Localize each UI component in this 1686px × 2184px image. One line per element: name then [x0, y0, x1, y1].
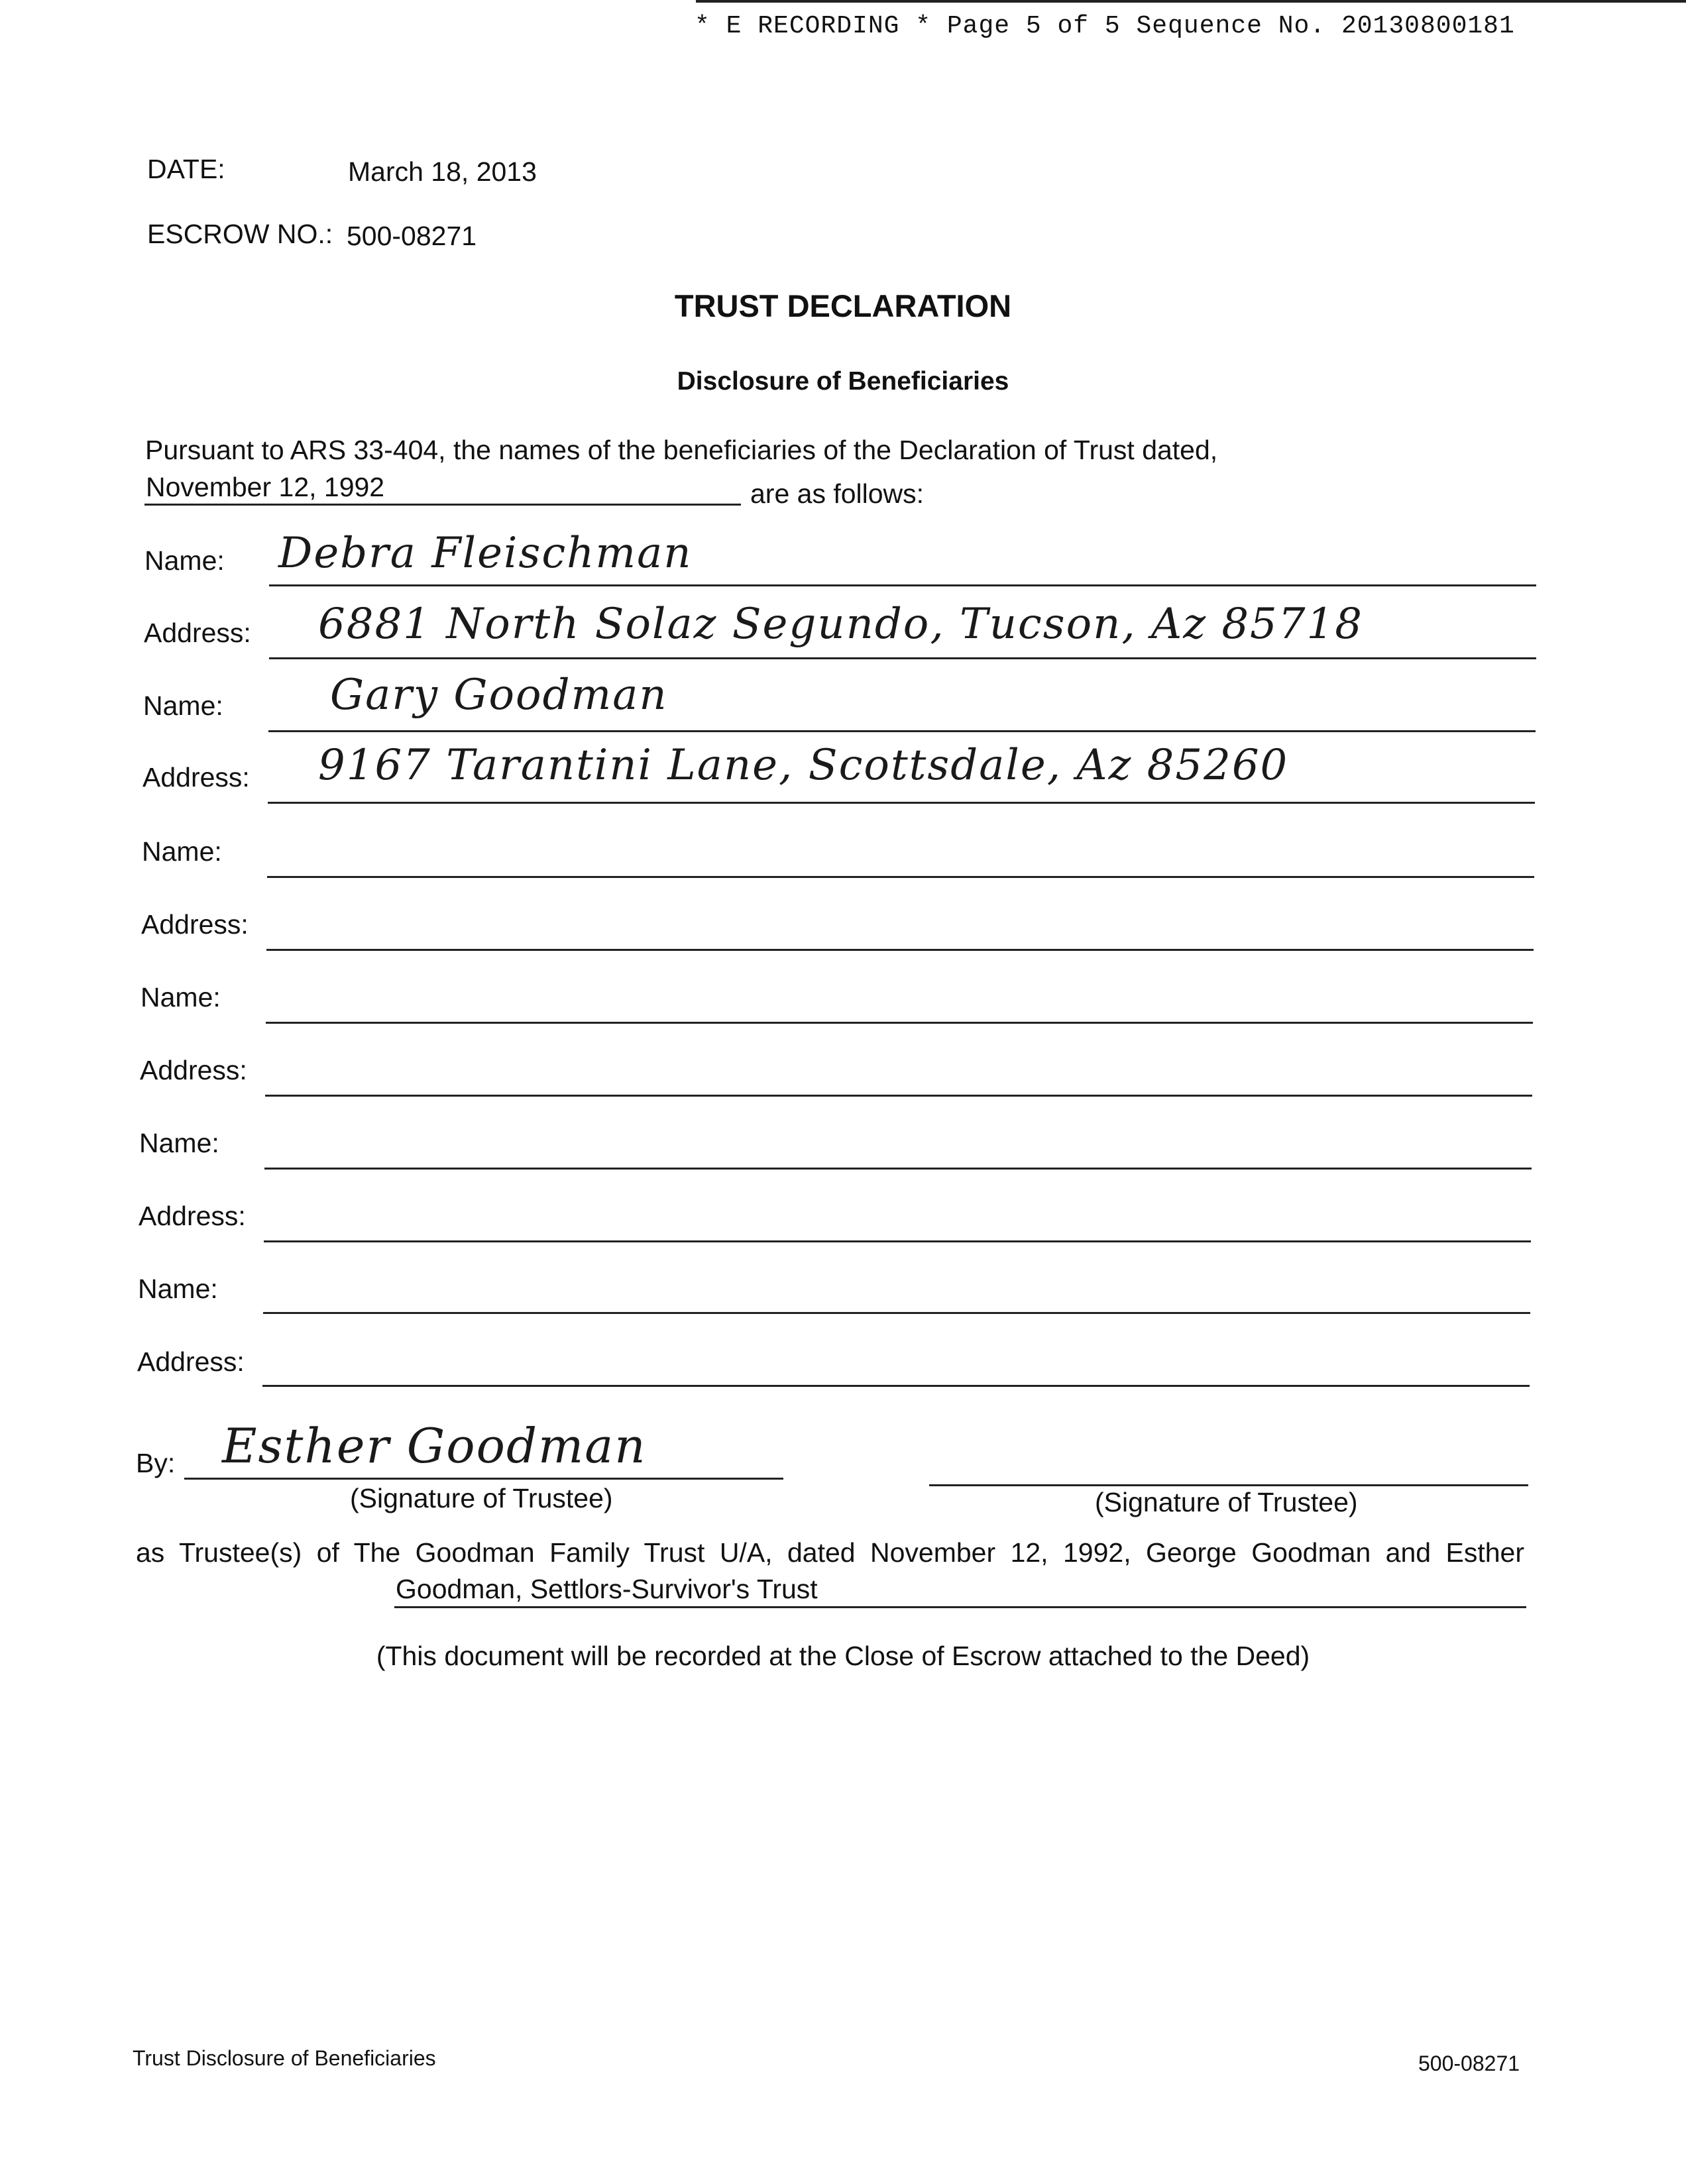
document-subtitle: Disclosure of Beneficiaries [677, 367, 1009, 396]
name-label: Name: [138, 1274, 218, 1304]
signature-line-left [184, 1478, 783, 1480]
header-rule [696, 0, 1686, 3]
beneficiary-name: Gary Goodman [330, 671, 668, 720]
name-line [263, 1312, 1530, 1314]
name-label: Name: [144, 545, 225, 576]
address-label: Address: [141, 909, 249, 940]
document-title: TRUST DECLARATION [674, 288, 1012, 323]
footer-right: 500-08271 [1418, 2051, 1520, 2075]
name-label: Name: [142, 836, 222, 867]
address-line [269, 657, 1536, 659]
signature-caption-right: (Signature of Trustee) [1095, 1487, 1358, 1517]
name-label: Name: [140, 982, 221, 1012]
date-label: DATE: [147, 154, 225, 184]
name-label: Name: [139, 1128, 219, 1158]
name-line [268, 730, 1536, 732]
address-line [265, 1095, 1532, 1097]
name-label: Name: [143, 690, 223, 721]
address-label: Address: [144, 618, 251, 648]
trustee-statement-cont: Goodman, Settlors-Survivor's Trust [396, 1574, 818, 1604]
trustee-statement: as Trustee(s) of The Goodman Family Trust U/A, dated November 12, 1992, George Goodman and Esther [136, 1537, 1524, 1568]
escrow-value: 500-08271 [347, 221, 477, 251]
address-line [266, 949, 1534, 951]
trust-date-rule [144, 504, 741, 506]
recording-stamp: * E RECORDING * Page 5 of 5 Sequence No. 20130800181 [695, 12, 1515, 40]
address-line [264, 1240, 1531, 1242]
beneficiary-address: 6881 North Solaz Segundo, Tucson, Az 85718 [318, 600, 1363, 649]
address-label: Address: [139, 1201, 246, 1231]
address-line [268, 802, 1535, 804]
recording-note: (This document will be recorded at the Close of Escrow attached to the Deed) [376, 1641, 1310, 1671]
trust-date: November 12, 1992 [146, 472, 385, 502]
trustee-signature: Esther Goodman [222, 1418, 647, 1474]
name-line [266, 1022, 1533, 1024]
intro-line: Pursuant to ARS 33-404, the names of the beneficiaries of the Declaration of Trust dated, [145, 435, 1218, 465]
address-label: Address: [140, 1055, 247, 1085]
beneficiary-name: Debra Fleischman [278, 529, 693, 578]
signature-line-right [929, 1484, 1528, 1486]
by-label: By: [136, 1448, 176, 1478]
name-line [267, 876, 1534, 878]
signature-caption-left: (Signature of Trustee) [350, 1483, 613, 1513]
intro-suffix: are as follows: [750, 478, 925, 509]
name-line [264, 1168, 1532, 1170]
beneficiary-address: 9167 Tarantini Lane, Scottsdale, Az 85260 [318, 741, 1289, 790]
address-label: Address: [142, 762, 250, 792]
address-line [262, 1385, 1530, 1387]
address-label: Address: [137, 1346, 245, 1377]
trustee-statement-rule [394, 1606, 1526, 1608]
footer-left: Trust Disclosure of Beneficiaries [133, 2046, 436, 2070]
date-value: March 18, 2013 [348, 156, 537, 187]
escrow-label: ESCROW NO.: [147, 219, 333, 249]
name-line [269, 584, 1536, 586]
